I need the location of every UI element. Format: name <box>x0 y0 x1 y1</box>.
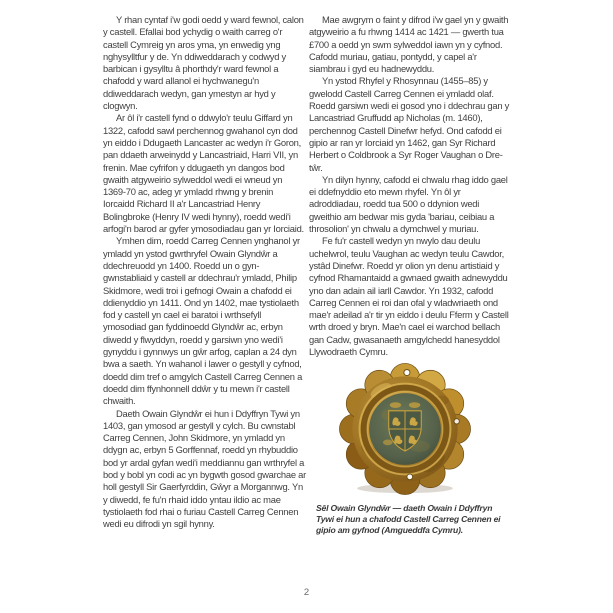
right-column <box>309 14 513 536</box>
left-column <box>103 14 306 530</box>
page-number: 2 <box>303 587 310 598</box>
figure-caption: Sêl Owain Glyndŵr — daeth Owain i Ddyffryn Tywi ei hun a chafodd Castell Carreg Cennen ei gipio am gyfnod (Amgueddfa Cymru). <box>316 503 501 535</box>
paragraph: Ar ôl i'r castell fynd o ddwylo'r teulu Giffard yn 1322, cafodd sawl perchennog gwahanol cyn dod yn eiddo i Ddugaeth Lancaster ac wedyn i'r Goron, pan ddaeth arweinydd y Lancastriaid, Harri VII, yn frenin. Mae cyfrifon y ddugaeth yn dangos bod gwaith atgyweirio sylweddol wedi ei wneud yn 1369-70 ac, adeg yr ymladd rhwng y brenin Iorcaidd Richard II a'r Lancastriad Henry Bolingbroke (Henry IV wedi hynny), roedd wedi'i arfogi'n barod ar gyfer ymosodiadau gan yr Iorciaid. <box>103 112 304 235</box>
paragraph: Ymhen dim, roedd Carreg Cennen ynghanol yr ymladd yn ystod gwrthryfel Owain Glyndŵr a ddechreuodd yn 1400. Roedd un o gyn-gwnstabliaid y castell ar ddechrau'r ymladd, Philip Skidmore, wedi troi i gefnogi Owain a chafodd ei ddienyddio yn 1411. Ond yn 1402, mae tystiolaeth fod y castell yn cael ei baratoi i wrthsefyll ymosodiad gan fyddinoedd Glyndŵr ac, erbyn diwedd y flwyddyn, roedd y garsiwn yno wedi'i gynyddu i gynnwys un gŵr arfog, caplan a 24 dyn bwa a saeth. Yn wahanol i lawer o gestyll y cyfnod, doedd dim tref o amgylch Castell Carreg Cennen a doedd dim ffynhonnell ddŵr y tu mewn i'r castell chwaith. <box>103 235 303 407</box>
owain-glyndwr-seal-image <box>338 362 472 496</box>
seal-figure <box>338 362 472 496</box>
paragraph: Mae awgrym o faint y difrod i'w gael yn y gwaith atgyweirio a fu rhwng 1414 ac 1421 — gwerth tua £700 a oedd yn swm sylweddol iawn yn y cyfnod. Cafodd muriau, gatiau, pontydd, y capel a'r siambrau i gyd eu hadnewyddu. <box>309 14 509 75</box>
paragraph: Daeth Owain Glyndŵr ei hun i Ddyffryn Tywi yn 1403, gan ymosod ar gestyll y cylch. Bu cwnstabl Carreg Cennen, John Skidmore, yn ymladd yn ddygn ac, erbyn 5 Gorffennaf, roedd yn rhybuddio bod yr ardal gyfan wedi'i meddiannu gan wrthryfel a bod y bobl yn codi ac yn bygwth gosod gwarchae ar holl gestyll Sir Gaerfyrddin, Gŵyr a Morgannwg. Yn y diwedd, fe fu'n rhaid iddo yntau ildio ac mae tystiolaeth fod rhai o furiau Castell Carreg Cennen wedi eu difrodi yn sgil hynny. <box>103 407 306 530</box>
paragraph: Yn dilyn hynny, cafodd ei chwalu rhag iddo gael ei ddefnyddio eto mewn rhyfel. Yn ôl yr adroddiadau, roedd tua 500 o ddynion wedi gweithio am bedwar mis gyda 'bariau, ceibiau a throsolion' yn chwalu a dymchwel y muriau. <box>309 173 508 235</box>
paragraph: Yn ystod Rhyfel y Rhosynnau (1455–85) y gwelodd Castell Carreg Cennen ei ymladd olaf. Roedd garsiwn wedi ei gosod yno i ddechrau gan y Lancastriad Gruffudd ap Nicholas (m. 1460), perchennog Castell Dinefwr hefyd. Ond cafodd ei gipio ar ran yr Iorciaid yn 1462, gan Syr Richard Herbert o Coldbrook a Syr Roger Vaughan o Dre-tŵr. <box>309 75 510 173</box>
paragraph: Fe fu'r castell wedyn yn nwylo dau deulu uchelwrol, teulu Vaughan ac wedyn teulu Cawdor, ystâd Dinefwr. Roedd yr olion yn denu artistiaid y cyfnod Rhamantaidd a gwnaed gwaith adnewyddu yno dan adain ail iarll Cawdor. Yn 1932, cafodd Carreg Cennen ei roi dan ofal y wladwriaeth ond mae'r adeilad a'r tir yn eiddo i deulu Fferm y Castell wrth droed y bryn. Mae'n cael ei warchod bellach gan Cadw, gwasanaeth amgylchedd hanesyddol Llywodraeth Cymru. <box>309 235 509 358</box>
paragraph: Y rhan cyntaf i'w godi oedd y ward fewnol, calon y castell. Efallai bod ychydig o waith carreg o'r castell Cymreig yn aros yma, yn enwedig yng nghysylltfur y de. Yn ddiweddarach y codwyd y barbican i gysylltu â phorthdy'r ward fewnol a chafodd y ward allanol ei hychwanegu'n ddiweddarach wedyn, gan ymestyn ar hyd y clogwyn. <box>103 14 304 112</box>
